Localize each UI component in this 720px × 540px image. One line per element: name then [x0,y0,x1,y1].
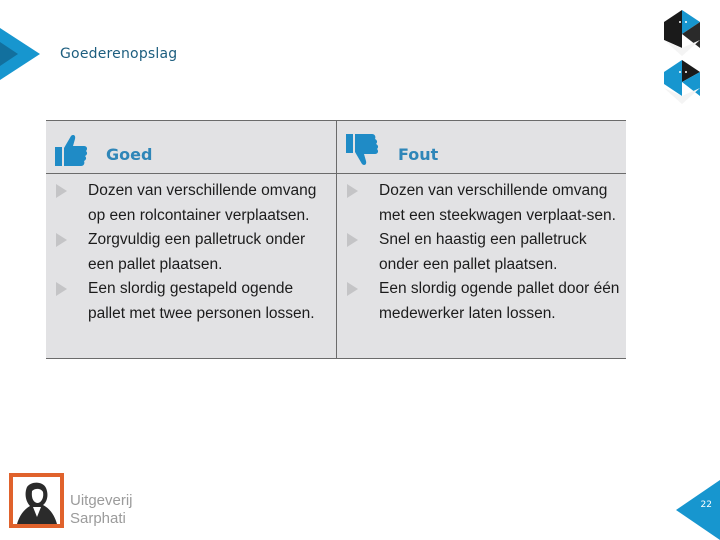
list-item: Dozen van verschillende omvang op een rolcontainer verplaatsen. [46,179,336,228]
thumbs-up-icon [53,132,89,168]
corner-arrow-icon [0,28,40,80]
good-label: Goed [106,145,153,164]
list-item: Snel en haastig een palletruck onder een pallet plaatsen. [337,228,626,277]
good-column-header [46,121,336,174]
decorative-chevrons [660,0,720,110]
bullet-triangle-icon [56,233,67,247]
list-item: Een slordig ogende pallet door één medewerker laten lossen. [337,277,626,326]
bad-list [337,179,626,327]
page-number: 22 [700,500,712,510]
bad-label: Fout [398,145,439,164]
bad-column [337,121,626,358]
bullet-triangle-icon [347,233,358,247]
good-list [46,179,336,327]
publisher-logo [9,473,64,528]
publisher-name: Uitgeverij Sarphati [70,492,133,527]
list-item: Zorgvuldig een palletruck onder een pallet plaatsen. [46,228,336,277]
thumbs-down-icon [344,132,380,168]
good-column [46,121,337,358]
page-title: Goederenopslag [60,46,178,62]
bullet-triangle-icon [56,184,67,198]
good-bad-table [46,120,626,359]
bullet-triangle-icon [347,282,358,296]
bullet-triangle-icon [347,184,358,198]
page-corner-shape [676,480,720,540]
list-item: Dozen van verschillende omvang met een steekwagen verplaat-sen. [337,179,626,228]
bad-column-header [337,121,626,174]
bullet-triangle-icon [56,282,67,296]
portrait-icon [13,477,60,524]
list-item: Een slordig gestapeld ogende pallet met twee personen lossen. [46,277,336,326]
